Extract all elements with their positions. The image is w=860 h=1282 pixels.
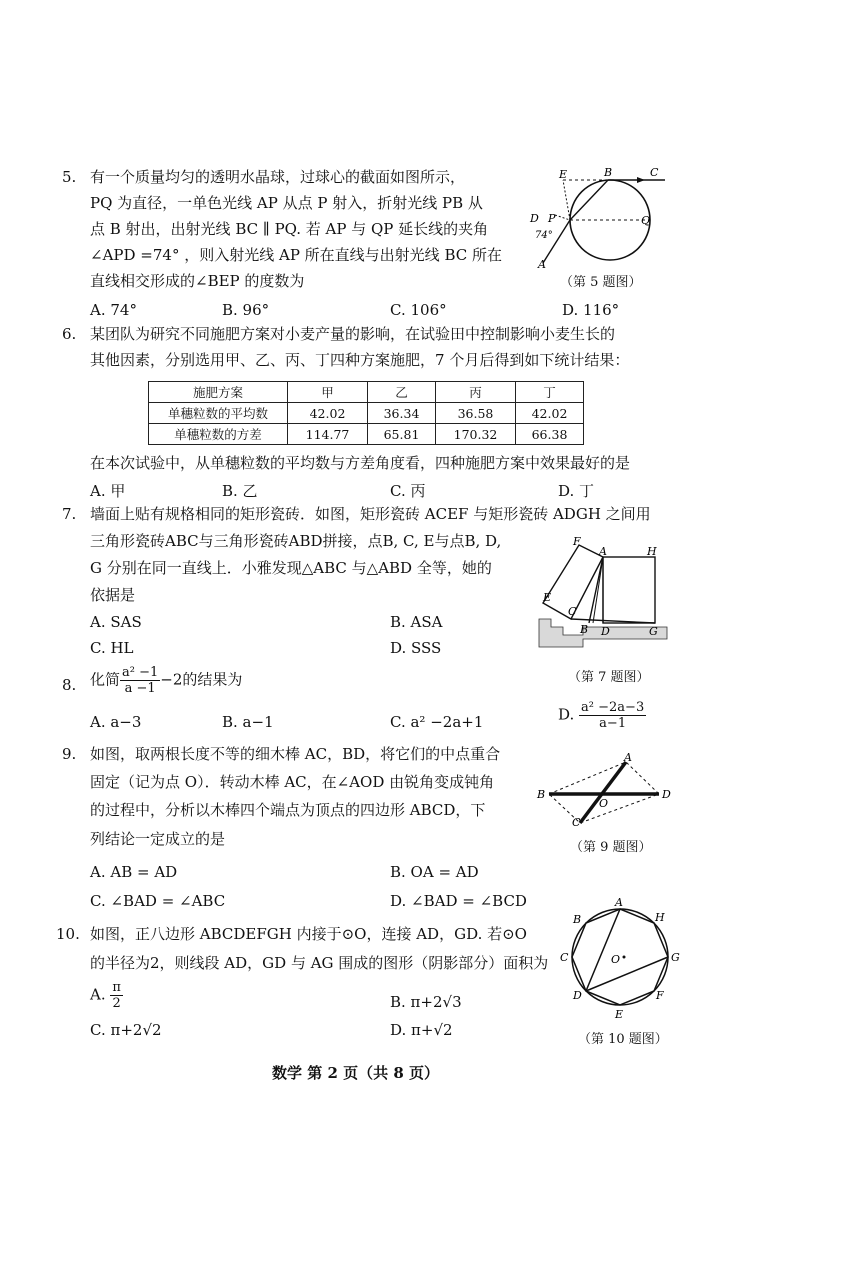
- fig10-label-d: D: [573, 989, 582, 1002]
- table-cell: 65.81: [368, 424, 436, 445]
- fig5-label-e: E: [559, 168, 568, 181]
- fig10-label-h: H: [655, 911, 665, 924]
- table-cell: 36.34: [368, 403, 436, 424]
- fig9-label-a: A: [624, 752, 632, 764]
- fig7-label-b: B: [580, 623, 589, 636]
- option-d[interactable]: [558, 700, 646, 731]
- option-d[interactable]: D. SSS: [390, 639, 442, 657]
- question-line: 墙面上贴有规格相同的矩形瓷砖．如图，矩形瓷砖 ACEF 与矩形瓷砖 ADGH 之间用: [90, 505, 651, 523]
- question-number: 9.: [62, 745, 77, 763]
- option-d[interactable]: D. π+√2: [390, 1021, 453, 1039]
- question-line: 列结论一定成立的是: [90, 830, 226, 848]
- question-line: 如图，取两根长度不等的细木棒 AC，BD，将它们的中点重合: [90, 745, 501, 763]
- question-line: 在本次试验中，从单穗粒数的平均数与方差角度看，四种施肥方案中效果最好的是: [90, 454, 631, 472]
- option-c[interactable]: C. ∠BAD = ∠ABC: [90, 892, 226, 910]
- option-d[interactable]: D. 116°: [562, 301, 620, 319]
- table-header-cell: 丁: [516, 382, 584, 403]
- question-number: 7.: [62, 505, 77, 523]
- table-cell: 单穗粒数的平均数: [149, 403, 288, 424]
- question-line: 某团队为研究不同施肥方案对小麦产量的影响，在试验田中控制影响小麦生长的: [90, 325, 616, 343]
- table-cell: 42.02: [516, 403, 584, 424]
- fig7-label-c: C: [568, 605, 577, 618]
- fig7-label-h: H: [647, 545, 657, 558]
- fig9-label-o: O: [599, 797, 609, 810]
- q8-prefix: 化简: [90, 670, 121, 689]
- table-header-cell: 甲: [288, 382, 368, 403]
- option-b[interactable]: B. 乙: [222, 482, 258, 500]
- fig5-label-q: Q: [641, 214, 651, 227]
- fig7-label-g: G: [649, 625, 658, 638]
- question-line: G 分别在同一直线上．小雅发现△ABC 与△ABD 全等，她的: [90, 559, 492, 577]
- option-a-numerator: π: [112, 980, 121, 995]
- fig9-label-d: D: [662, 788, 671, 801]
- option-d[interactable]: D. ∠BAD = ∠BCD: [390, 892, 527, 910]
- option-a[interactable]: A. a−3: [90, 713, 142, 731]
- fig9-label-c: C: [572, 816, 581, 827]
- fig9-label-b: B: [537, 788, 546, 801]
- question-line: ∠APD =74° ，则入射光线 AP 所在直线与出射光线 BC 所在: [90, 246, 502, 264]
- question-line: 直线相交形成的∠BEP 的度数为: [90, 272, 305, 290]
- fig10-label-g: G: [671, 951, 680, 964]
- question-line: PQ 为直径，一单色光线 AP 从点 P 射入，折射光线 PB 从: [90, 194, 483, 212]
- question-line: 固定（记为点 O）．转动木棒 AC，在∠AOD 由锐角变成钝角: [90, 773, 495, 791]
- figure-5-crystal-ball: [525, 160, 675, 270]
- option-c[interactable]: C. a² −2a+1: [390, 713, 484, 731]
- question-stem: [90, 665, 242, 696]
- question-line: 点 B 射出，出射光线 BC ∥ PQ. 若 AP 与 QP 延长线的夹角: [90, 220, 489, 238]
- question-number: 8.: [62, 676, 77, 694]
- fig10-label-e: E: [615, 1008, 624, 1020]
- figure-7-caption: （第 7 题图）: [568, 670, 650, 685]
- option-a-fraction: [110, 980, 123, 1011]
- table-header-cell: 丙: [435, 382, 515, 403]
- option-b[interactable]: B. a−1: [222, 713, 274, 731]
- q8-frac-denominator: a −1: [124, 681, 156, 696]
- question-line: 依据是: [90, 586, 136, 604]
- question-number: 5.: [62, 168, 77, 186]
- option-a[interactable]: A. 74°: [90, 301, 137, 319]
- fig10-label-b: B: [573, 913, 582, 926]
- table-header-cell: 乙: [368, 382, 436, 403]
- fig7-label-d: D: [601, 625, 610, 638]
- option-d-denominator: a−1: [599, 716, 627, 731]
- question-line: 三角形瓷砖ABC与三角形瓷砖ABD拼接，点B, C, E与点B, D,: [90, 532, 502, 550]
- fig7-label-f: F: [573, 535, 581, 548]
- option-a[interactable]: A. AB = AD: [90, 863, 178, 881]
- fig7-label-e: E: [543, 591, 552, 604]
- question-line: 有一个质量均匀的透明水晶球，过球心的截面如图所示，: [90, 168, 466, 186]
- option-a[interactable]: A. SAS: [90, 613, 142, 631]
- question-number: 10.: [56, 925, 80, 943]
- question-line: 如图，正八边形 ABCDEFGH 内接于⊙O，连接 AD，GD. 若⊙O: [90, 925, 527, 943]
- table-cell: 114.77: [288, 424, 368, 445]
- q8-frac-numerator: a² −1: [122, 665, 159, 680]
- option-d-label: D.: [558, 705, 575, 724]
- page-footer: 数学 第 2 页（共 8 页）: [272, 1064, 439, 1082]
- fig10-label-o: O: [611, 953, 621, 966]
- option-a[interactable]: [90, 980, 123, 1011]
- fig10-label-a: A: [615, 896, 623, 909]
- fig5-label-a: A: [538, 258, 546, 270]
- option-d[interactable]: D. 丁: [558, 482, 595, 500]
- fig10-label-c: C: [560, 951, 569, 964]
- table-header-cell: 施肥方案: [149, 382, 288, 403]
- fig7-label-a: A: [599, 545, 607, 558]
- question-number: 6.: [62, 325, 77, 343]
- option-d-fraction: [579, 700, 646, 731]
- table-cell: 36.58: [435, 403, 515, 424]
- table-cell: 单穗粒数的方差: [149, 424, 288, 445]
- fig5-label-p: P: [548, 212, 556, 225]
- fig5-label-d: D: [530, 212, 539, 225]
- fig5-label-angle: 74°: [535, 230, 553, 241]
- statistics-table: [148, 381, 584, 445]
- option-b[interactable]: B. ASA: [390, 613, 443, 631]
- table-cell: 42.02: [288, 403, 368, 424]
- fig5-label-b: B: [604, 166, 613, 179]
- q8-suffix: −2的结果为: [160, 670, 243, 689]
- option-a-denominator: 2: [112, 996, 121, 1011]
- option-b[interactable]: B. 96°: [222, 301, 270, 319]
- option-d-numerator: a² −2a−3: [581, 700, 645, 715]
- table-row: [149, 424, 584, 445]
- figure-7-tiles: [535, 535, 670, 660]
- figure-9-caption: （第 9 题图）: [570, 840, 652, 855]
- figure-10-caption: （第 10 题图）: [578, 1032, 668, 1047]
- option-c[interactable]: C. π+2√2: [90, 1021, 162, 1039]
- table-row: [149, 403, 584, 424]
- table-cell: 170.32: [435, 424, 515, 445]
- option-b[interactable]: B. OA = AD: [390, 863, 479, 881]
- q8-fraction: [120, 665, 160, 696]
- figure-10-octagon: [555, 895, 685, 1020]
- option-b[interactable]: B. π+2√3: [390, 993, 462, 1011]
- option-c[interactable]: C. HL: [90, 639, 134, 657]
- fig10-label-f: F: [656, 989, 664, 1002]
- option-a-label: A.: [90, 985, 106, 1004]
- table-header-row: [149, 382, 584, 403]
- question-line: 的半径为2，则线段 AD，GD 与 AG 围成的图形（阴影部分）面积为: [90, 954, 549, 972]
- question-line: 其他因素，分别选用甲、乙、丙、丁四种方案施肥，7 个月后得到如下统计结果：: [90, 351, 630, 369]
- figure-5-caption: （第 5 题图）: [560, 275, 642, 290]
- table-cell: 66.38: [516, 424, 584, 445]
- figure-9-sticks: [535, 752, 675, 827]
- option-c[interactable]: C. 106°: [390, 301, 447, 319]
- option-c[interactable]: C. 丙: [390, 482, 426, 500]
- option-a[interactable]: A. 甲: [90, 482, 126, 500]
- fig5-label-c: C: [650, 166, 659, 179]
- question-line: 的过程中，分析以木棒四个端点为顶点的四边形 ABCD，下: [90, 801, 486, 819]
